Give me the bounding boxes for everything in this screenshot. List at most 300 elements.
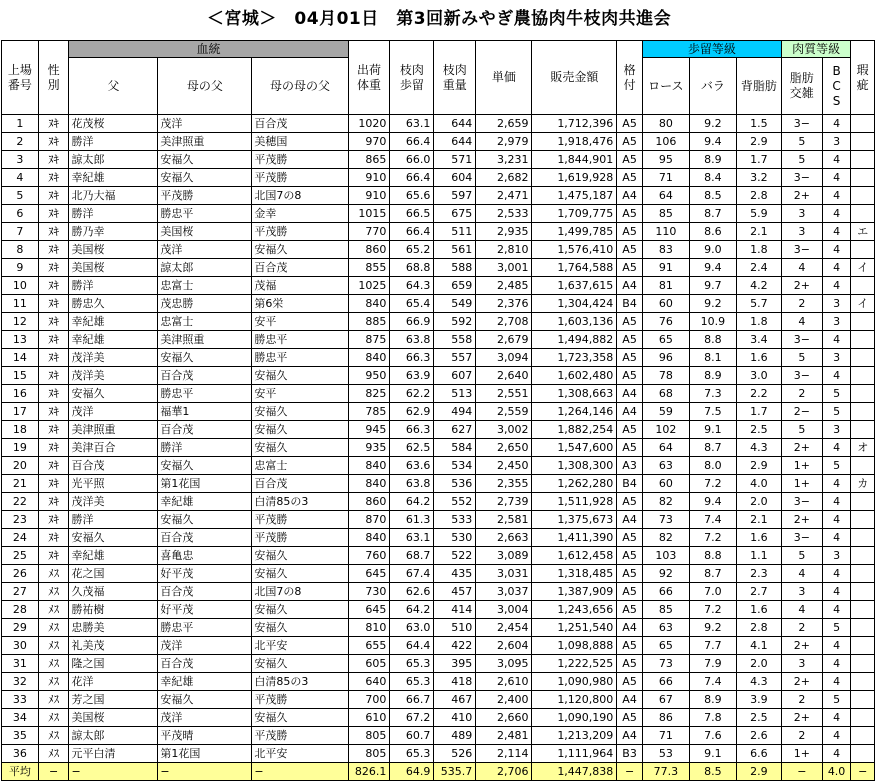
cell-father: 茂洋美: [69, 367, 158, 385]
cell-bcs: 4: [822, 277, 851, 295]
cell-grade: A4: [617, 691, 643, 709]
cell-no: 27: [2, 583, 39, 601]
cell-defect: [851, 313, 875, 331]
cell-sex: ﾇｷ: [38, 385, 69, 403]
cell-backfat: 2.4: [736, 259, 781, 277]
cell-roast: 83: [642, 241, 689, 259]
cell-unit-price: 2,533: [476, 205, 532, 223]
cell-dam-sire: 百合茂: [158, 367, 252, 385]
cell-no: 32: [2, 673, 39, 691]
cell-weight: 655: [348, 637, 390, 655]
cell-roast: 82: [642, 493, 689, 511]
table-row: [2, 583, 875, 601]
cell-marbling: 1+: [781, 457, 822, 475]
cell-bara: 7.0: [689, 583, 736, 601]
cell-backfat: 2.9: [736, 457, 781, 475]
cell-marbling: 2+: [781, 511, 822, 529]
header-weight: 出荷 体重: [348, 41, 390, 115]
cell-yield: 67.2: [390, 709, 434, 727]
cell-backfat: 1.8: [736, 241, 781, 259]
cell-yield: 66.3: [390, 421, 434, 439]
cell-carcass: 584: [434, 439, 476, 457]
cell-defect: [851, 655, 875, 673]
cell-grand-dam-sire: 白清85の3: [252, 493, 348, 511]
table-row: [2, 133, 875, 151]
cell-sales: 1,387,909: [532, 583, 617, 601]
cell-father: 茂洋美: [69, 349, 158, 367]
cell-yield: 66.4: [390, 169, 434, 187]
cell-weight: 805: [348, 727, 390, 745]
cell-grade: A4: [617, 727, 643, 745]
cell-roast: 68: [642, 385, 689, 403]
cell-grand-dam-sire: 安福久: [252, 439, 348, 457]
cell-roast: 85: [642, 601, 689, 619]
cell-marbling: 3−: [781, 169, 822, 187]
cell-dam-sire: 忠富士: [158, 277, 252, 295]
header-father: 父: [69, 58, 158, 115]
table-row: [2, 169, 875, 187]
cell-grade: A4: [617, 511, 643, 529]
cell-roast: 106: [642, 133, 689, 151]
table-row: [2, 403, 875, 421]
cell-unit-price: 3,037: [476, 583, 532, 601]
header-sex: 性 別: [38, 41, 69, 115]
header-no: 上場 番号: [2, 41, 39, 115]
cell-yield: 63.8: [390, 475, 434, 493]
cell-weight: 945: [348, 421, 390, 439]
cell-father: 元平白清: [69, 745, 158, 763]
cell-weight: 840: [348, 529, 390, 547]
cell-grand-dam-sire: 百合茂: [252, 475, 348, 493]
cell-unit-price: 3,031: [476, 565, 532, 583]
cell-sales: 1,264,146: [532, 403, 617, 421]
cell-marbling: 3: [781, 205, 822, 223]
cell-grade: A5: [617, 151, 643, 169]
cell-bara: 8.8: [689, 547, 736, 565]
cell-sex: ﾒｽ: [38, 565, 69, 583]
cell-defect: [851, 277, 875, 295]
cell-sales: 1,494,882: [532, 331, 617, 349]
cell-weight: 785: [348, 403, 390, 421]
cell-marbling: 2: [781, 619, 822, 637]
cell-yield: 65.3: [390, 745, 434, 763]
cell-weight: 935: [348, 439, 390, 457]
cell-marbling: 3−: [781, 529, 822, 547]
cell-defect: [851, 511, 875, 529]
cell-no: 25: [2, 547, 39, 565]
cell-grade: A4: [617, 619, 643, 637]
cell-sex: ﾇｷ: [38, 547, 69, 565]
cell-father: 花洋: [69, 673, 158, 691]
cell-grand-dam-sire: 美穂国: [252, 133, 348, 151]
cell-unit-price: 2,450: [476, 457, 532, 475]
cell-defect: [851, 637, 875, 655]
cell-yield: 64.9: [390, 763, 434, 781]
table-row: [2, 277, 875, 295]
cell-roast: 78: [642, 367, 689, 385]
cell-sex: ﾇｷ: [38, 205, 69, 223]
cell-carcass: 533: [434, 511, 476, 529]
cell-dam-sire: 安福久: [158, 691, 252, 709]
cell-roast: 71: [642, 727, 689, 745]
cell-no: 9: [2, 259, 39, 277]
cell-sales: 1,602,480: [532, 367, 617, 385]
cell-no: 21: [2, 475, 39, 493]
cell-carcass: 422: [434, 637, 476, 655]
cell-carcass: 435: [434, 565, 476, 583]
cell-grade: A5: [617, 331, 643, 349]
table-row: [2, 439, 875, 457]
cell-grade: A5: [617, 205, 643, 223]
cell-unit-price: 2,708: [476, 313, 532, 331]
cell-defect: [851, 403, 875, 421]
cell-dam-sire: 茂忠勝: [158, 295, 252, 313]
cell-bara: 9.4: [689, 133, 736, 151]
cell-roast: 92: [642, 565, 689, 583]
cell-marbling: 4: [781, 565, 822, 583]
cell-dam-sire: 安福久: [158, 511, 252, 529]
cell-backfat: 4.3: [736, 439, 781, 457]
cell-dam-sire: 茂洋: [158, 637, 252, 655]
cell-sales: 1,547,600: [532, 439, 617, 457]
cell-dam-sire: 安福久: [158, 457, 252, 475]
cell-yield: 66.5: [390, 205, 434, 223]
cell-sales: 1,709,775: [532, 205, 617, 223]
cell-grand-dam-sire: 北国7の8: [252, 187, 348, 205]
cell-defect: [851, 619, 875, 637]
cell-sex: ﾒｽ: [38, 583, 69, 601]
cell-bara: 9.4: [689, 259, 736, 277]
cell-grade: A5: [617, 709, 643, 727]
cell-sex: ﾇｷ: [38, 169, 69, 187]
cell-no: 12: [2, 313, 39, 331]
cell-sales: 1,447,838: [532, 763, 617, 781]
cell-dam-sire: 幸紀雄: [158, 493, 252, 511]
cell-backfat: 1.5: [736, 115, 781, 133]
cell-dam-sire: 勝忠平: [158, 385, 252, 403]
cell-sex: ﾇｷ: [38, 493, 69, 511]
cell-sales: 1,637,615: [532, 277, 617, 295]
cell-bcs: 4: [822, 241, 851, 259]
cell-bara: 9.2: [689, 115, 736, 133]
cell-dam-sire: 安福久: [158, 349, 252, 367]
table-row: [2, 691, 875, 709]
cell-grand-dam-sire: 第6栄: [252, 295, 348, 313]
cell-bcs: 4: [822, 115, 851, 133]
cell-grand-dam-sire: 安福久: [252, 403, 348, 421]
cell-dam-sire: 茂洋: [158, 115, 252, 133]
cell-defect: [851, 457, 875, 475]
cell-grade: A5: [617, 673, 643, 691]
cell-father: 諒太郎: [69, 151, 158, 169]
cell-marbling: 2+: [781, 673, 822, 691]
cell-bcs: 5: [822, 385, 851, 403]
cell-bara: 8.7: [689, 205, 736, 223]
cell-bcs: 3: [822, 547, 851, 565]
table-row: [2, 673, 875, 691]
cell-grade: A4: [617, 403, 643, 421]
cell-yield: 62.9: [390, 403, 434, 421]
cell-grand-dam-sire: 平茂勝: [252, 223, 348, 241]
cell-sex: ﾇｷ: [38, 133, 69, 151]
cell-bcs: 3: [822, 349, 851, 367]
cell-weight: 875: [348, 331, 390, 349]
cell-backfat: 3.9: [736, 691, 781, 709]
cell-grand-dam-sire: 安福久: [252, 709, 348, 727]
cell-bcs: 4: [822, 709, 851, 727]
cell-grand-dam-sire: −: [252, 763, 348, 781]
cell-grand-dam-sire: 勝忠平: [252, 349, 348, 367]
cell-yield: 65.2: [390, 241, 434, 259]
cell-roast: 81: [642, 277, 689, 295]
cell-yield: 68.7: [390, 547, 434, 565]
cell-dam-sire: 百合茂: [158, 421, 252, 439]
cell-backfat: 2.9: [736, 133, 781, 151]
cell-unit-price: 2,979: [476, 133, 532, 151]
cell-no: 2: [2, 133, 39, 151]
cell-roast: 103: [642, 547, 689, 565]
cell-sales: 1,576,410: [532, 241, 617, 259]
cell-backfat: 2.5: [736, 709, 781, 727]
cell-grade: A5: [617, 313, 643, 331]
cell-defect: [851, 331, 875, 349]
cell-bara: 7.4: [689, 511, 736, 529]
cell-carcass: 597: [434, 187, 476, 205]
header-unit-price: 単価: [476, 41, 532, 115]
cell-roast: 65: [642, 331, 689, 349]
cell-bara: 7.4: [689, 673, 736, 691]
cell-backfat: 1.1: [736, 547, 781, 565]
cell-father: 勝洋: [69, 511, 158, 529]
cell-father: 勝忠久: [69, 295, 158, 313]
cell-father: 芳之国: [69, 691, 158, 709]
table-row: [2, 349, 875, 367]
cell-backfat: 1.7: [736, 403, 781, 421]
cell-father: 花茂桜: [69, 115, 158, 133]
cell-carcass: 510: [434, 619, 476, 637]
cell-bcs: 4: [822, 187, 851, 205]
cell-roast: 91: [642, 259, 689, 277]
cell-carcass: 494: [434, 403, 476, 421]
cell-sex: ﾇｷ: [38, 529, 69, 547]
cell-father: 花之国: [69, 565, 158, 583]
cell-weight: 645: [348, 565, 390, 583]
cell-unit-price: 3,004: [476, 601, 532, 619]
cell-grade: A3: [617, 457, 643, 475]
cell-carcass: 457: [434, 583, 476, 601]
cell-sex: ﾒｽ: [38, 709, 69, 727]
cell-grade: A4: [617, 385, 643, 403]
cell-marbling: 1+: [781, 745, 822, 763]
cell-marbling: 3−: [781, 367, 822, 385]
cell-grand-dam-sire: 平茂勝: [252, 727, 348, 745]
table-row: [2, 637, 875, 655]
cell-bcs: 4: [822, 169, 851, 187]
cell-weight: 840: [348, 475, 390, 493]
header-sales: 販売金額: [532, 41, 617, 115]
cell-grade: A4: [617, 277, 643, 295]
cell-grade: B4: [617, 295, 643, 313]
cell-yield: 66.4: [390, 133, 434, 151]
cell-sales: 1,308,663: [532, 385, 617, 403]
cell-sex: ﾒｽ: [38, 691, 69, 709]
cell-grade: A5: [617, 601, 643, 619]
cell-carcass: 467: [434, 691, 476, 709]
cell-father: 礼美茂: [69, 637, 158, 655]
cell-grade: A5: [617, 655, 643, 673]
cell-carcass: 627: [434, 421, 476, 439]
results-table: [1, 40, 875, 781]
cell-carcass: 604: [434, 169, 476, 187]
cell-grand-dam-sire: 茂福: [252, 277, 348, 295]
cell-bcs: 4: [822, 367, 851, 385]
cell-grade: −: [617, 763, 643, 781]
cell-dam-sire: 百合茂: [158, 529, 252, 547]
cell-roast: 85: [642, 205, 689, 223]
cell-backfat: 4.0: [736, 475, 781, 493]
cell-father: 百合茂: [69, 457, 158, 475]
average-row: [2, 763, 875, 781]
cell-yield: 64.2: [390, 601, 434, 619]
cell-yield: 63.8: [390, 331, 434, 349]
cell-weight: 730: [348, 583, 390, 601]
cell-grand-dam-sire: 安福久: [252, 241, 348, 259]
cell-backfat: 1.8: [736, 313, 781, 331]
header-defect: 瑕 疵: [851, 41, 875, 115]
cell-father: 美津百合: [69, 439, 158, 457]
cell-father: 美国桜: [69, 259, 158, 277]
table-row: [2, 205, 875, 223]
cell-backfat: 4.1: [736, 637, 781, 655]
cell-grade: A5: [617, 133, 643, 151]
cell-bcs: 4: [822, 745, 851, 763]
cell-backfat: 2.6: [736, 727, 781, 745]
cell-no: 11: [2, 295, 39, 313]
cell-sex: ﾇｷ: [38, 511, 69, 529]
header-lineage: 血統: [69, 41, 348, 58]
table-header: [2, 41, 875, 115]
cell-defect: [851, 745, 875, 763]
cell-marbling: 3−: [781, 331, 822, 349]
cell-weight: 970: [348, 133, 390, 151]
cell-weight: 1015: [348, 205, 390, 223]
cell-bara: 8.0: [689, 457, 736, 475]
cell-bcs: 4: [822, 637, 851, 655]
cell-dam-sire: 第1花国: [158, 475, 252, 493]
cell-backfat: 6.6: [736, 745, 781, 763]
cell-yield: 67.4: [390, 565, 434, 583]
cell-dam-sire: 平茂勝: [158, 187, 252, 205]
cell-unit-price: 2,610: [476, 673, 532, 691]
cell-backfat: 1.6: [736, 349, 781, 367]
cell-bara: 7.9: [689, 655, 736, 673]
cell-father: 勝洋: [69, 205, 158, 223]
cell-sex: ﾒｽ: [38, 601, 69, 619]
cell-sex: ﾇｷ: [38, 349, 69, 367]
cell-unit-price: 2,485: [476, 277, 532, 295]
header-backfat: 背脂肪: [736, 58, 781, 115]
cell-grade: A5: [617, 547, 643, 565]
cell-carcass: 644: [434, 115, 476, 133]
cell-sales: 1,251,540: [532, 619, 617, 637]
cell-roast: 66: [642, 583, 689, 601]
cell-yield: 64.2: [390, 493, 434, 511]
cell-no: 24: [2, 529, 39, 547]
cell-sales: 1,318,485: [532, 565, 617, 583]
cell-grade: A5: [617, 349, 643, 367]
cell-carcass: 644: [434, 133, 476, 151]
cell-unit-price: 2,471: [476, 187, 532, 205]
cell-no: 30: [2, 637, 39, 655]
cell-bcs: 3: [822, 421, 851, 439]
cell-father: 美国桜: [69, 709, 158, 727]
cell-sex: −: [38, 763, 69, 781]
cell-unit-price: 3,231: [476, 151, 532, 169]
cell-grade: A5: [617, 493, 643, 511]
cell-grand-dam-sire: 安福久: [252, 655, 348, 673]
cell-carcass: 418: [434, 673, 476, 691]
cell-carcass: 659: [434, 277, 476, 295]
cell-unit-price: 2,604: [476, 637, 532, 655]
cell-bcs: 4: [822, 673, 851, 691]
cell-defect: [851, 565, 875, 583]
cell-roast: 60: [642, 295, 689, 313]
cell-no: 13: [2, 331, 39, 349]
table-row: [2, 511, 875, 529]
cell-defect: [851, 241, 875, 259]
cell-sales: 1,222,525: [532, 655, 617, 673]
cell-roast: 65: [642, 637, 689, 655]
cell-sales: 1,499,785: [532, 223, 617, 241]
header-roast: ロース: [642, 58, 689, 115]
cell-father: 勝祐樹: [69, 601, 158, 619]
cell-yield: 63.9: [390, 367, 434, 385]
cell-weight: 840: [348, 457, 390, 475]
cell-sales: 1,243,656: [532, 601, 617, 619]
cell-dam-sire: 喜亀忠: [158, 547, 252, 565]
header-dam-sire: 母の父: [158, 58, 252, 115]
table-row: [2, 187, 875, 205]
cell-sales: 1,090,980: [532, 673, 617, 691]
cell-grand-dam-sire: 金幸: [252, 205, 348, 223]
cell-weight: 870: [348, 511, 390, 529]
cell-bcs: 4: [822, 439, 851, 457]
cell-unit-price: 2,706: [476, 763, 532, 781]
cell-marbling: 3−: [781, 115, 822, 133]
cell-carcass: 549: [434, 295, 476, 313]
cell-roast: 67: [642, 691, 689, 709]
cell-carcass: 414: [434, 601, 476, 619]
cell-grade: A5: [617, 421, 643, 439]
cell-yield: 66.3: [390, 349, 434, 367]
cell-roast: 73: [642, 655, 689, 673]
cell-carcass: 511: [434, 223, 476, 241]
cell-sales: 1,603,136: [532, 313, 617, 331]
cell-backfat: 2.7: [736, 583, 781, 601]
cell-sales: 1,120,800: [532, 691, 617, 709]
cell-grand-dam-sire: 忠富士: [252, 457, 348, 475]
cell-carcass: 526: [434, 745, 476, 763]
cell-grand-dam-sire: 安福久: [252, 421, 348, 439]
cell-sales: 1,612,458: [532, 547, 617, 565]
cell-bcs: 4: [822, 223, 851, 241]
cell-backfat: 2.9: [736, 763, 781, 781]
cell-bcs: 5: [822, 691, 851, 709]
cell-father: 諒太郎: [69, 727, 158, 745]
cell-bara: 8.4: [689, 169, 736, 187]
cell-no: 16: [2, 385, 39, 403]
cell-bcs: 5: [822, 457, 851, 475]
